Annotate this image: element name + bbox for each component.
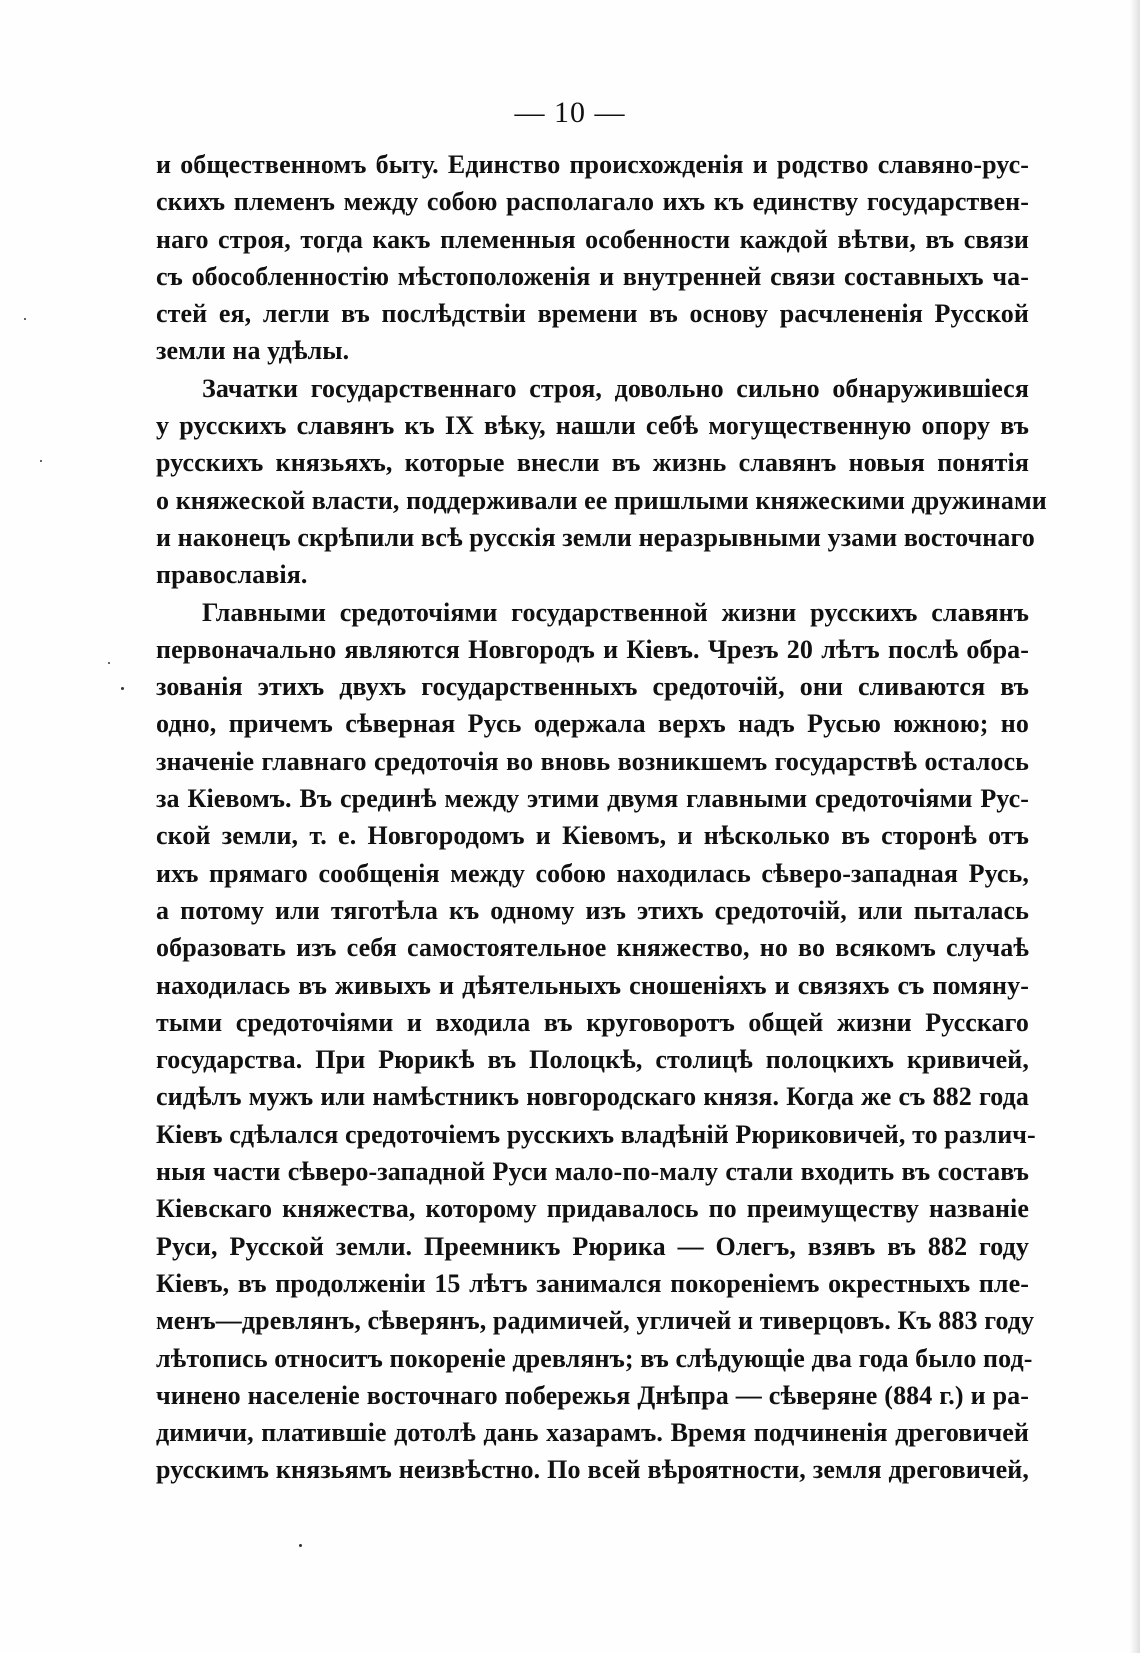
- text-line: зованія этихъ двухъ государственныхъ средоточій, они сливаются въ: [156, 672, 1029, 702]
- text-line: Главными средоточіями государственной жизни русскихъ славянъ: [202, 597, 1029, 627]
- text-line: съ обособленностію мѣстоположенія и внутренней связи составныхъ ча-: [156, 261, 1029, 291]
- text-line: и общественномъ быту. Единство происхожденія и родство славяно-рус-: [156, 150, 1029, 179]
- text-line: Руси, Русской земли. Преемникъ Рюрика — Олегъ, взявъ въ 882 году: [156, 1231, 1029, 1261]
- text-line: и наконецъ скрѣпили всѣ русскія земли неразрывными узами восточнаго: [156, 522, 1035, 552]
- text-line: ныя части сѣверо-западной Руси мало-по-малу стали входить въ составъ: [156, 1157, 1029, 1187]
- text-line: Кіевскаго княжества, которому придавалось по преимуществу названіе: [156, 1194, 1029, 1224]
- text-line: стей ея, легли въ послѣдствіи времени въ основу расчлененія Русской: [156, 299, 1029, 329]
- text-line: земли на удѣлы.: [156, 336, 350, 366]
- text-line: менъ—древлянъ, сѣверянъ, радимичей, угличей и тиверцовъ. Къ 883 году: [156, 1306, 1035, 1336]
- text-line: ихъ прямаго сообщенія между собою находилась сѣверо-западная Русь,: [156, 858, 1029, 888]
- body-text: [156, 146, 1047, 1489]
- text-line: русскихъ князьяхъ, которые внесли въ жизнь славянъ новыя понятія: [156, 448, 1029, 478]
- page-number: — 10 —: [514, 96, 626, 129]
- text-line: православія.: [156, 560, 308, 590]
- text-line: а потому или тяготѣла къ одному изъ этихъ средоточій, или пыталась: [156, 895, 1029, 925]
- text-line: первоначально являются Новгородъ и Кіевъ. Чрезъ 20 лѣтъ послѣ обра-: [156, 634, 1029, 664]
- text-line: о княжеской власти, поддерживали ее пришлыми княжескими дружинами: [156, 485, 1047, 515]
- text-line: сидѣлъ мужъ или намѣстникъ новгородскаго князя. Когда же съ 882 года: [156, 1082, 1029, 1112]
- text-line: Кіевъ сдѣлался средоточіемъ русскихъ владѣній Рюриковичей, то различ-: [156, 1119, 1036, 1149]
- text-line: ской земли, т. е. Новгородомъ и Кіевомъ, и нѣсколько въ сторонѣ отъ: [156, 821, 1029, 851]
- text-line: Кіевъ, въ продолженіи 15 лѣтъ занимался покореніемъ окрестныхъ пле-: [156, 1268, 1029, 1298]
- text-line: у русскихъ славянъ къ IX вѣку, нашли себѣ могущественную опору въ: [156, 411, 1029, 441]
- text-line: димичи, платившіе дотолѣ дань хазарамъ. Время подчиненія дреговичей: [156, 1418, 1029, 1448]
- text-line: русскимъ князьямъ неизвѣстно. По всей вѣроятности, земля дреговичей,: [156, 1455, 1029, 1485]
- text-line: скихъ племенъ между собою располагало ихъ къ единству государствен-: [156, 187, 1029, 217]
- text-line: Зачатки государственнаго строя, довольно сильно обнаружившіеся: [202, 373, 1029, 403]
- text-line: лѣтопись относитъ покореніе древлянъ; въ слѣдующіе два года было под-: [156, 1343, 1033, 1373]
- scan-speck: [121, 687, 124, 690]
- text-line: наго строя, тогда какъ племенныя особенности каждой вѣтви, въ связи: [156, 224, 1029, 254]
- page-edge-shadow: [1130, 0, 1140, 1653]
- text-line: одно, причемъ сѣверная Русь одержала верхъ надъ Русью южною; но: [156, 709, 1029, 739]
- text-line: образовать изъ себя самостоятельное княжество, но во всякомъ случаѣ: [156, 933, 1029, 963]
- scan-speck: [108, 662, 110, 664]
- scan-speck: [40, 460, 42, 462]
- scan-speck: [24, 318, 26, 320]
- text-line: находилась въ живыхъ и дѣятельныхъ сношеніяхъ и связяхъ съ помяну-: [156, 970, 1029, 1000]
- text-line: значеніе главнаго средоточія во вновь возникшемъ государствѣ осталось: [156, 746, 1029, 776]
- text-line: чинено населеніе восточнаго побережья Днѣпра — сѣверяне (884 г.) и ра-: [156, 1380, 1029, 1410]
- scan-speck: [299, 1544, 302, 1547]
- text-line: государства. При Рюрикѣ въ Полоцкѣ, столицѣ полоцкихъ кривичей,: [156, 1045, 1029, 1075]
- text-line: тыми средоточіями и входила въ круговоротъ общей жизни Русскаго: [156, 1007, 1029, 1037]
- text-line: за Кіевомъ. Въ срединѣ между этими двумя главными средоточіями Рус-: [156, 784, 1029, 814]
